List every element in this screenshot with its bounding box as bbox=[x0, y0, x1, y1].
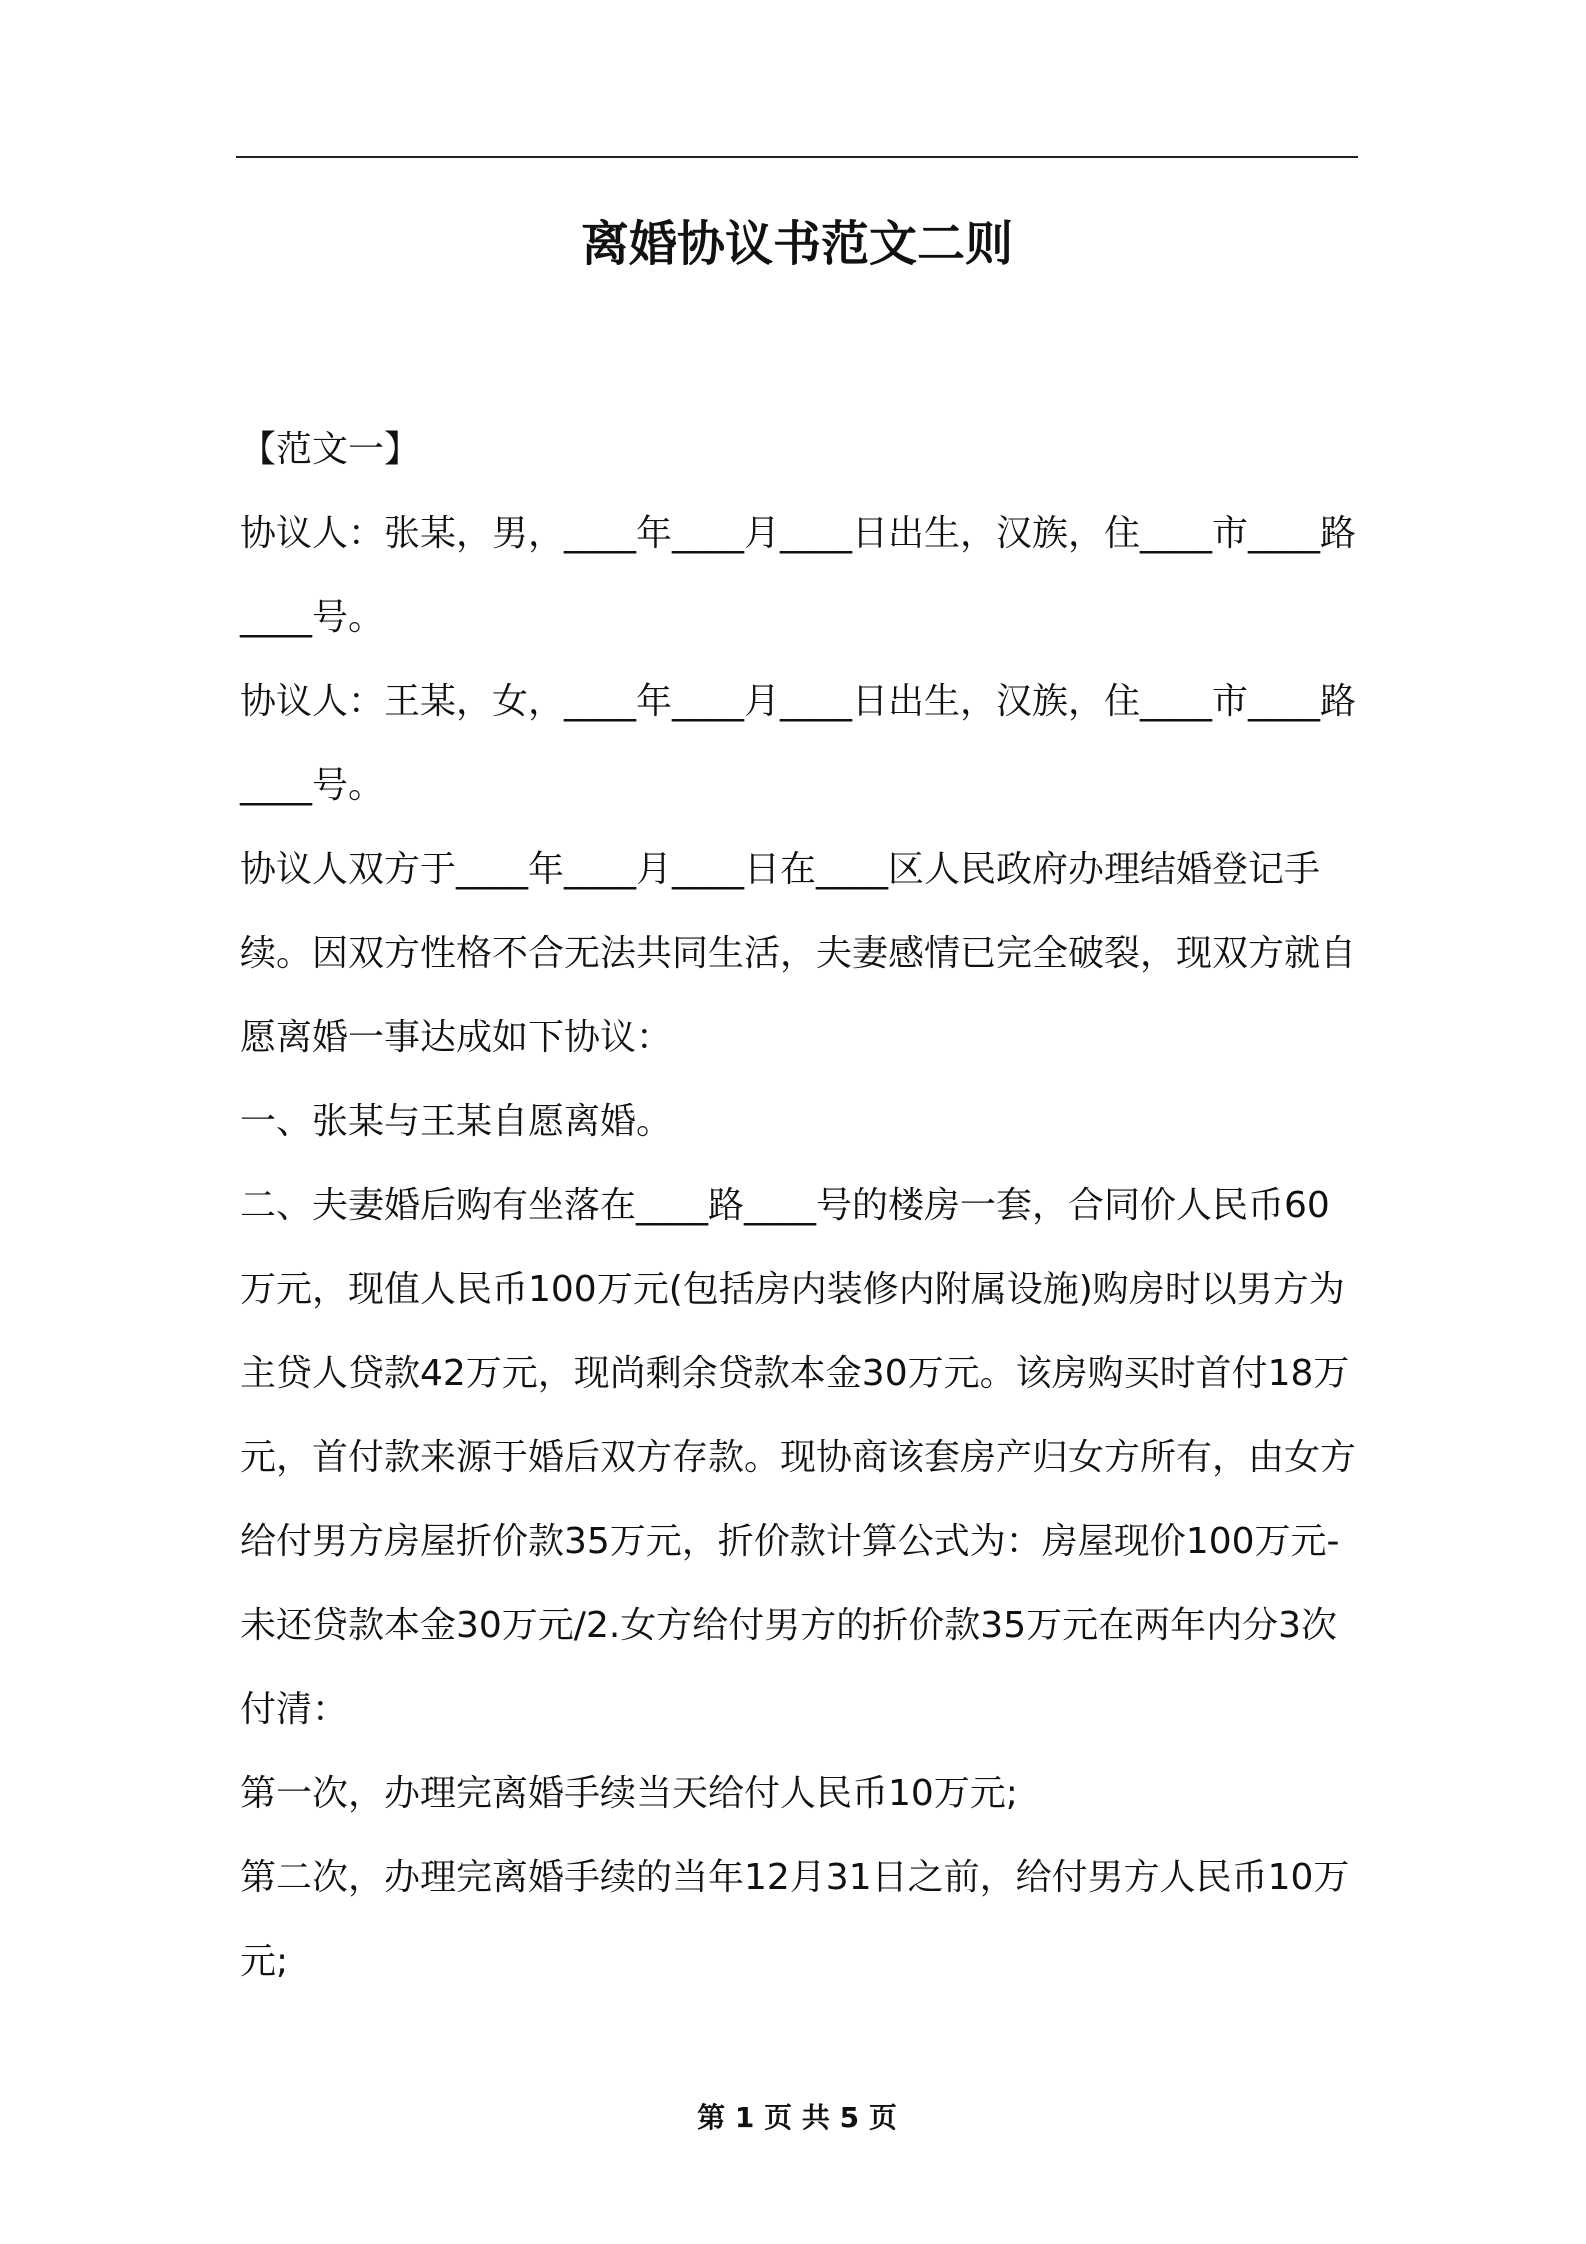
party-paragraph: 协议人：张某，男，____年____月____日出生，汉族，住____市____路____号。 bbox=[240, 513, 1357, 638]
document-body bbox=[240, 408, 1360, 2004]
payment-paragraph: 第二次，办理完离婚手续的当年12月31日之前，给付男方人民币10万元; bbox=[240, 1857, 1350, 1982]
header-divider bbox=[236, 156, 1358, 158]
page-number: 第 1 页 共 5 页 bbox=[697, 2101, 897, 2134]
document-title: 离婚协议书范文二则 bbox=[580, 216, 1013, 272]
clause-paragraph: 二、夫妻婚后购有坐落在____路____号的楼房一套，合同价人民币60万元，现值人民币100万元(包括房内装修内附属设施)购房时以男方为主贷人贷款42万元，现尚剩余贷款本金30万元。该房购买时首付18万元，首付款来源于婚后双方存款。现协商该套房产归女方所有，由女方给付男方房屋折价款35万元，折价款计算公式为：房屋现价100万元-未还贷款本金30万元/2.女方给付男方的折价款35万元在两年内分3次付清： bbox=[240, 1185, 1357, 1730]
body-paragraph: 协议人双方于____年____月____日在____区人民政府办理结婚登记手续。因双方性格不合无法共同生活，夫妻感情已完全破裂，现双方就自愿离婚一事达成如下协议： bbox=[240, 849, 1357, 1058]
payment-paragraph: 第一次，办理完离婚手续当天给付人民币10万元; bbox=[240, 1773, 1018, 1814]
section-heading: 【范文一】 bbox=[240, 429, 421, 470]
party-paragraph: 协议人：王某，女，____年____月____日出生，汉族，住____市____路____号。 bbox=[240, 681, 1357, 806]
clause-paragraph: 一、张某与王某自愿离婚。 bbox=[240, 1101, 673, 1142]
